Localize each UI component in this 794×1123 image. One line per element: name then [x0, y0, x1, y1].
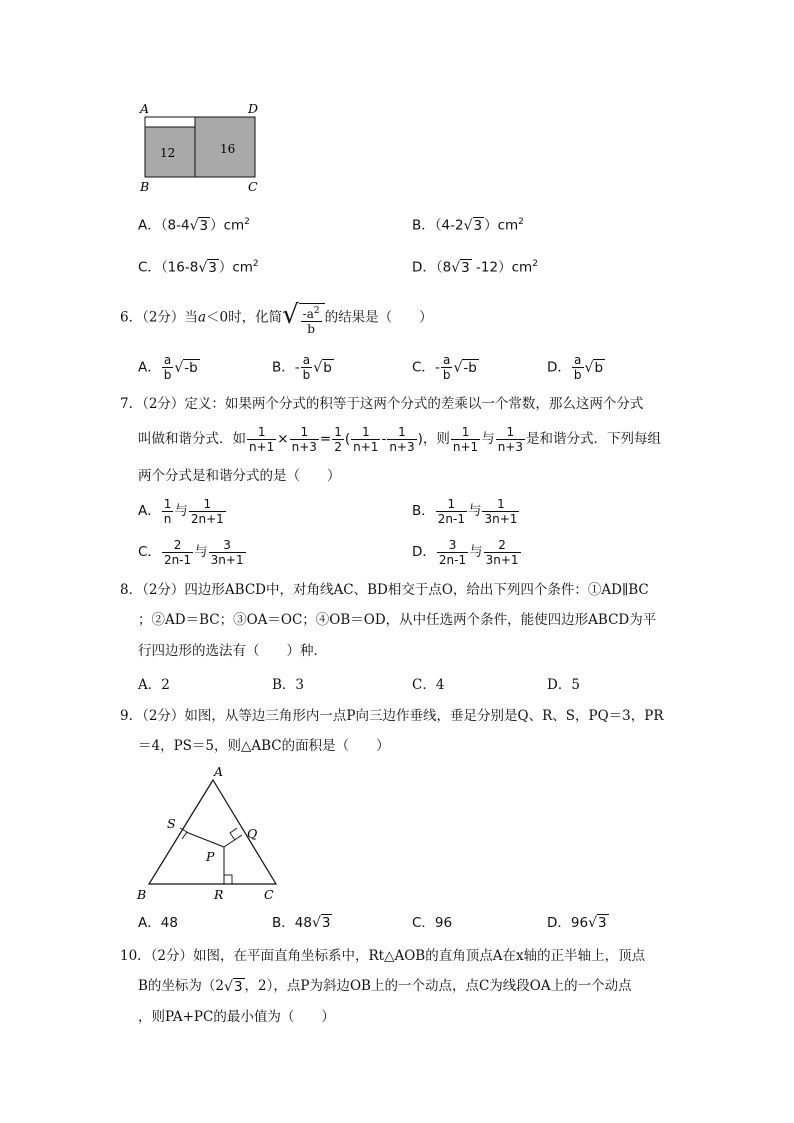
q5-option-b[interactable]: B．（4-2√3 ）$cm^2$ [412, 217, 524, 234]
q6-option-a[interactable]: A． $\frac{a}{b}$ √-b [138, 353, 198, 382]
q7-option-a[interactable]: A． $\frac{1}{n}$ 与 $\frac{1}{2n+1}$ [138, 496, 224, 526]
rectangle-figure [136, 100, 266, 196]
label-Q: Q [247, 826, 258, 841]
q8-line3: 行四边形的选法有（ ）种． [138, 643, 327, 659]
q7-line1: 7．（2分）定义：如果两个分式的积等于这两个分式的差乘以一个常数，那么这两个分式 [120, 396, 644, 412]
label-S: S [167, 816, 176, 831]
label-C: C [248, 179, 258, 194]
q9-option-c[interactable]: C．96 [412, 915, 453, 931]
q10-line3: ，则PA+PC的最小值为（ ） [138, 1009, 335, 1025]
q9-option-d[interactable]: D．96√3 [547, 915, 607, 931]
q8-line1: 8．（2分）四边形ABCD中，对角线AC、BD相交于点O，给出下列四个条件：①AD∥BC [120, 582, 649, 598]
q10-line2: B的坐标为（2√3 ，2），点P为斜边OB上的一个动点，点C为线段OA上的一个动点 [138, 978, 632, 995]
q5-option-a[interactable]: A．（8-4√3 ）$cm^2$ [138, 217, 250, 234]
q6-option-c[interactable]: C．- $\frac{a}{b}$ √-b [412, 353, 477, 382]
q8-option-c[interactable]: C．4 [412, 677, 445, 693]
label-P: P [206, 849, 215, 864]
q10-line1: 10．（2分）如图，在平面直角坐标系中，Rt△AOB的直角顶点A在x轴的正半轴上，顶点 [120, 948, 646, 964]
square-16-label: 16 [220, 142, 236, 156]
q7-option-c[interactable]: C． $\frac{2}{2n-1}$ 与 $\frac{3}{3n+1}$ [138, 537, 244, 567]
q9-line1: 9．（2分）如图，从等边三角形内一点P向三边作垂线，垂足分别是Q、R、S，PQ＝3，PR [120, 708, 664, 724]
q9-option-a[interactable]: A．48 [138, 915, 178, 931]
label-B: B [137, 887, 147, 902]
q9-option-b[interactable]: B．48√3 [272, 915, 331, 931]
q7-line3: 两个分式是和谐分式的是（ ） [138, 468, 341, 484]
q6-stem: 6．（2分）当a＜0时，化简√ $\frac{-a^2}{b}$ 的结果是（ ） [120, 300, 433, 336]
label-B: B [140, 179, 150, 194]
q6-option-b[interactable]: B．- $\frac{a}{b}$ √b [272, 353, 332, 382]
q5-option-d[interactable]: D．（8√3 $-12)cm^2$ [412, 259, 538, 276]
label-A: A [214, 764, 224, 779]
q8-line2: ；②AD＝BC；③OA＝OC；④OB＝OD，从中任选两个条件，能使四边形ABCD为平 [138, 612, 657, 628]
label-A: A [140, 101, 150, 116]
label-C: C [264, 887, 274, 902]
q8-option-d[interactable]: D．5 [547, 677, 580, 693]
q5-option-c[interactable]: C．（16-8√3 ）$cm^2$ [138, 259, 259, 276]
square-12-label: 12 [160, 146, 176, 160]
q6-option-d[interactable]: D． $\frac{a}{b}$ √b [547, 353, 604, 382]
label-D: D [248, 101, 259, 116]
q8-option-b[interactable]: B．3 [272, 677, 305, 693]
triangle-figure [134, 760, 284, 908]
q9-line2: ＝4，PS＝5，则△ABC的面积是（ ） [138, 738, 390, 754]
q7-option-d[interactable]: D． $\frac{3}{2n-1}$ 与 $\frac{2}{3n+1}$ [412, 537, 519, 567]
q7-line2: 叫做和谐分式．如 $\frac{1}{n+1}$ × $\frac{1}{n+3}$ = $\frac{1}{2}$ ( $\frac{1}{n+1}$ - $\frac{1}{n+3}$ )，则 $\frac{1}{n+1}$ 与 $\frac{1}{n+3}$ 是和谐分式．下列每组 [138, 424, 661, 454]
label-R: R [214, 887, 224, 902]
q7-option-b[interactable]: B． $\frac{1}{2n-1}$ 与 $\frac{1}{3n+1}$ [412, 496, 518, 526]
q8-option-a[interactable]: A．2 [138, 677, 170, 693]
